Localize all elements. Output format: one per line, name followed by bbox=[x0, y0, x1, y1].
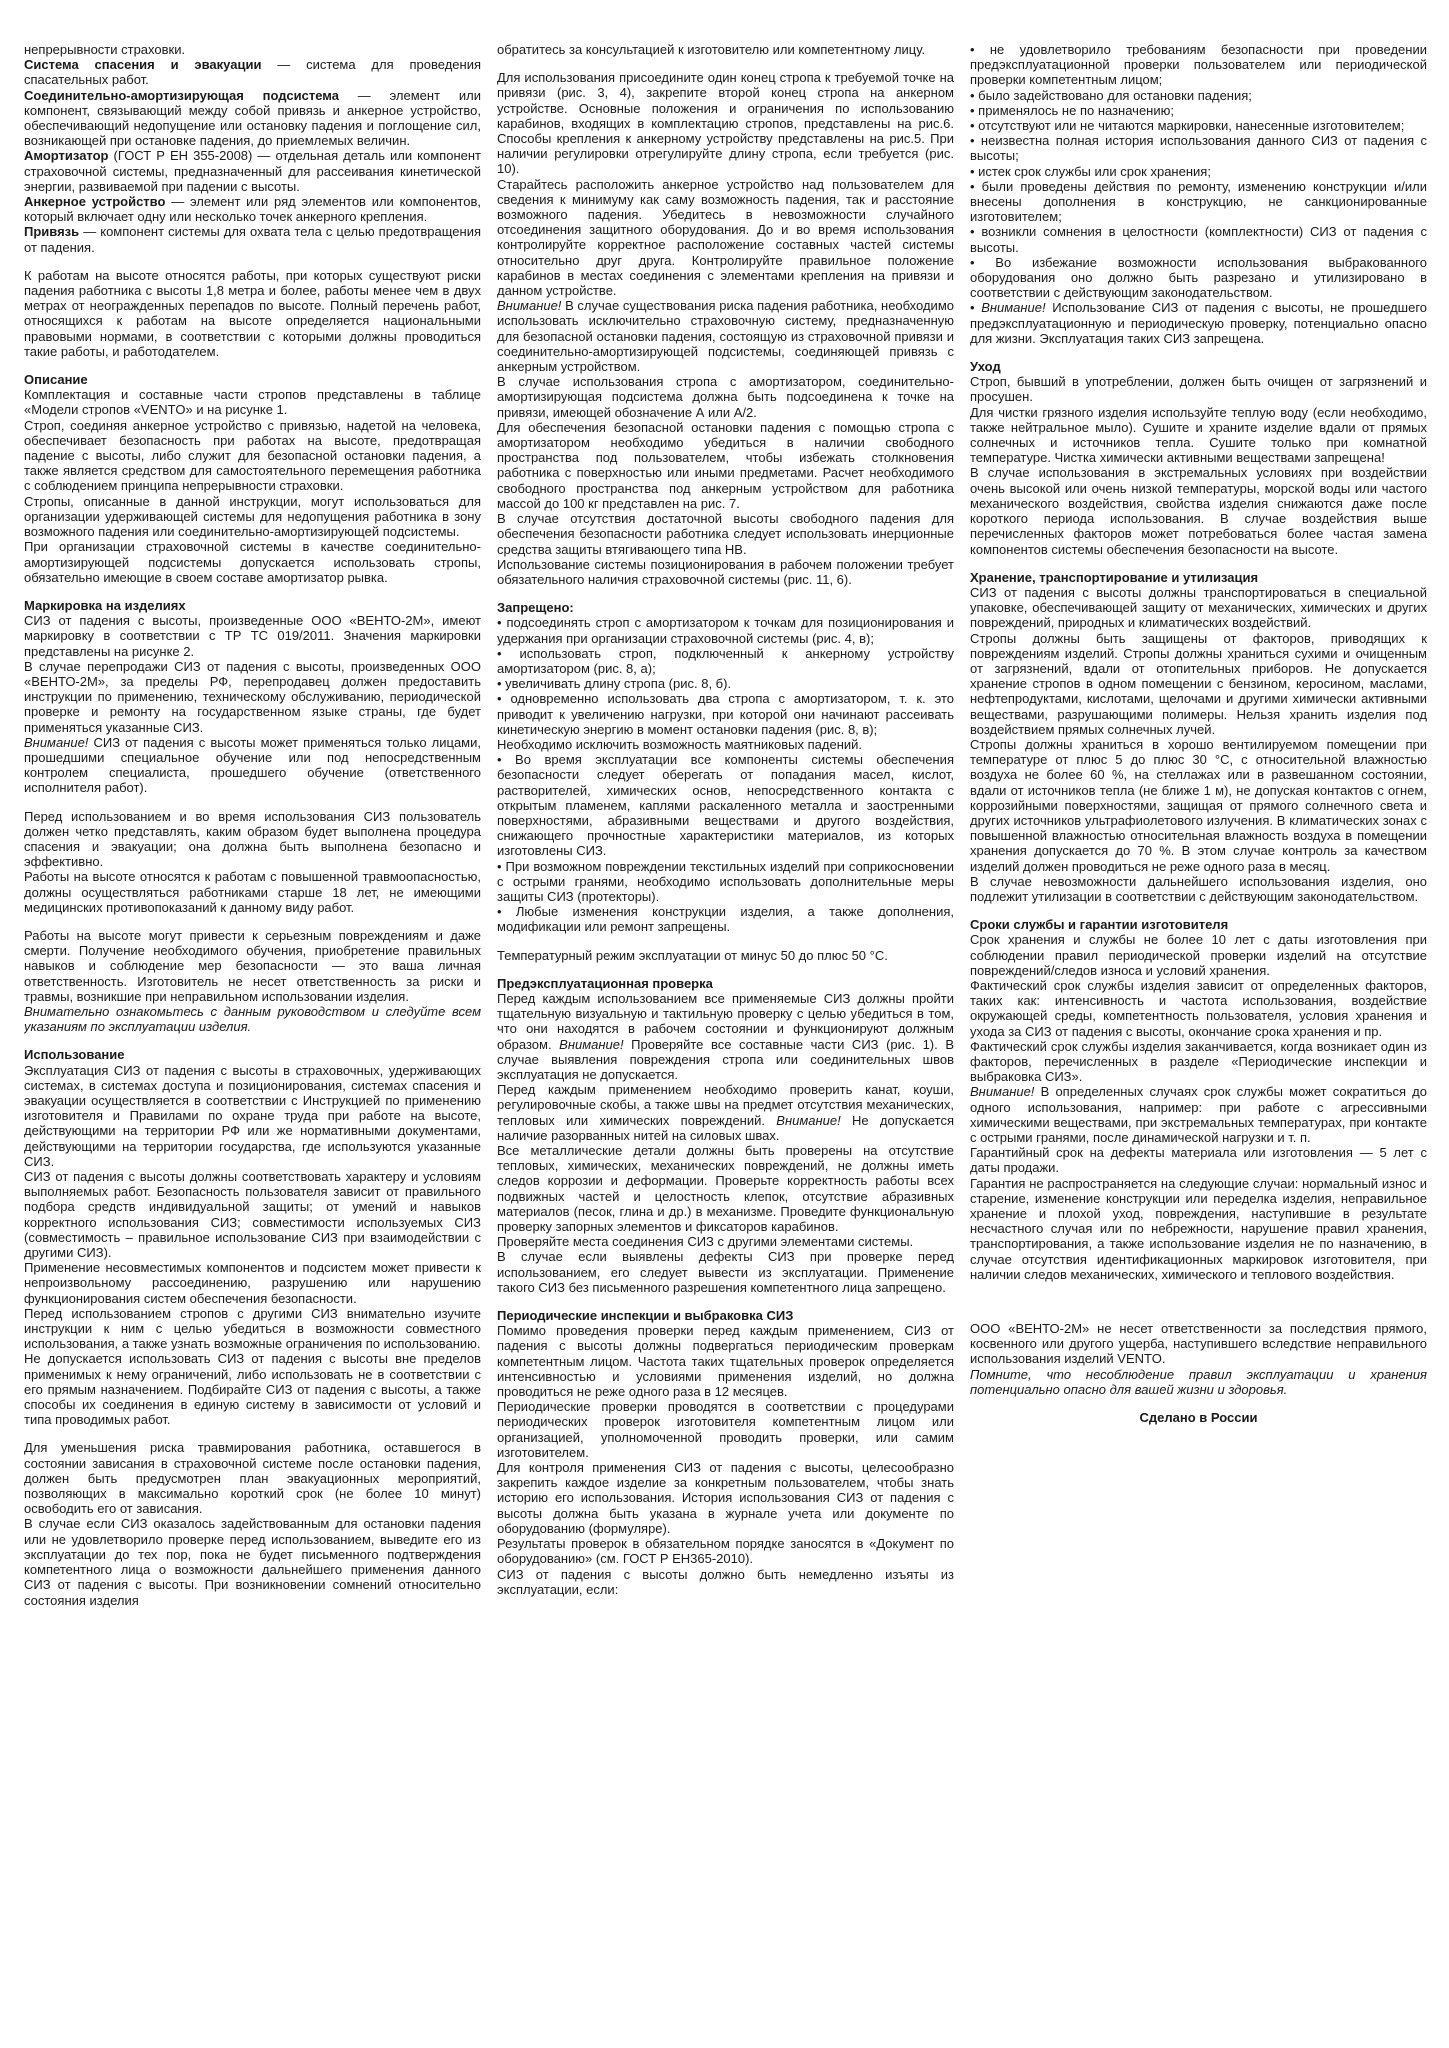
text-column-2 bbox=[497, 42, 954, 2048]
paragraph-text: Использование СИЗ от падения с высоты, не прошедшего предэксплуатационную и периодическую проверку, потенциально опасно для жизни. Эксплуатация таких СИЗ запрещена. bbox=[970, 300, 1427, 346]
body-paragraph bbox=[970, 1145, 1427, 1175]
paragraph-text: Работы на высоте относятся к работам с повышенной травмоопасностью, должны осуществляться работниками старше 18 лет, не имеющими медицинских противопоказаний к данному виду работ. bbox=[24, 869, 481, 915]
body-paragraph bbox=[970, 405, 1427, 466]
paragraph-text: К работам на высоте относятся работы, при которых существуют риски падения работника с высоты 1,8 метра и более, работы менее чем в двух метрах от неогражденных перепадов по высоте. Полный перечень работ, относящихся к работам на высоте определяется национальными правовыми нормами, в соответствии с которыми должны проводиться такие работы, и работодателем. bbox=[24, 267, 481, 359]
paragraph-text: обратитесь за консультацией к изготовителю или компетентному лицу. bbox=[497, 42, 926, 57]
warning-lead: Внимание! bbox=[981, 300, 1046, 316]
paragraph-text: Помимо проведения проверки перед каждым применением, СИЗ от падения с высоты должны подвергаться периодическим проверкам компетентным лицом. Частота таких тщательных проверок определяется интенсивностью и условиями применения изделий, но должна проводиться не реже одного раза в 12 месяцев. bbox=[497, 1323, 954, 1400]
paragraph-text: Для обеспечения безопасной остановки падения с помощью стропа с амортизатором необходимо убедиться в наличии свободного пространства под пользователем, чтобы избежать столкновения работника с поверхностью или иными предметами. Расчет необходимого свободного пространства под анкерным устройством для работника массой до 100 кг представлен на рис. 7. bbox=[497, 419, 954, 511]
paragraph-text: Строп, соединяя анкерное устройство с привязью, надетой на человека, обеспечивает безопасность при работах на высоте, предотвращая падение с высоты, либо служит для безопасной остановки падения, а также является средством для самостоятельного перемещения работника с соблюдением принципа непрерывности страховки. bbox=[24, 417, 481, 494]
body-paragraph bbox=[970, 88, 1427, 103]
body-paragraph bbox=[24, 1306, 481, 1352]
body-paragraph bbox=[24, 418, 481, 494]
paragraph-spacer bbox=[970, 557, 1427, 570]
paragraph-text: Периодические проверки проводятся в соответствии с процедурами периодических проверок изготовителя компетентным лицом или организацией, уполномоченной проводить проверки, или самим изготовителем. bbox=[497, 1399, 954, 1460]
italic-note: Внимательно ознакомьтесь с данным руководством и следуйте всем указаниям по эксплуатации изделия. bbox=[24, 1003, 481, 1035]
paragraph-text: При организации страховочной системы в качестве соединительно-амортизирующей подсистемы допускается использовать стропы, обязательно имеющие в своем составе амортизатор рывка. bbox=[24, 539, 481, 585]
body-paragraph bbox=[497, 948, 954, 963]
body-paragraph bbox=[24, 148, 481, 194]
paragraph-spacer bbox=[24, 796, 481, 809]
paragraph-text: В случае если выявлены дефекты СИЗ при проверке перед использованием, его следует вывести из эксплуатации. Применение такого СИЗ без письменного разрешения компетентного лица запрещено. bbox=[497, 1249, 954, 1295]
body-paragraph bbox=[970, 585, 1427, 631]
body-paragraph bbox=[970, 874, 1427, 904]
body-paragraph bbox=[497, 42, 954, 57]
body-paragraph bbox=[24, 809, 481, 870]
body-paragraph bbox=[497, 1536, 954, 1566]
text-column-1 bbox=[24, 42, 481, 2048]
defined-term: Привязь bbox=[24, 224, 80, 240]
body-paragraph bbox=[497, 615, 954, 645]
paragraph-text: Применение несовместимых компонентов и подсистем может привести к непроизвольному рассоединению, разрушению или нарушению функционирования систем обеспечения безопасности. bbox=[24, 1260, 481, 1306]
paragraph-text: Для контроля применения СИЗ от падения с высоты, целесообразно закрепить каждое изделие за конкретным пользователем, чтобы знать историю его использования. История использования СИЗ от падения с высоты должна быть указана в журнале учета или документе по оборудованию (формуляре). bbox=[497, 1460, 954, 1536]
paragraph-text: Необходимо исключить возможность маятниковых падений. bbox=[497, 736, 863, 752]
warning-lead: Внимание! bbox=[970, 1084, 1035, 1100]
paragraph-text: • не удовлетворило требованиям безопасности при проведении предэксплуатационной проверки пользователем или периодической проверки компетентным лицом; bbox=[970, 42, 1427, 88]
paragraph-spacer bbox=[24, 1034, 481, 1047]
body-paragraph bbox=[24, 659, 481, 735]
body-paragraph bbox=[970, 164, 1427, 179]
body-paragraph bbox=[970, 118, 1427, 133]
paragraph-text: непрерывности страховки. bbox=[24, 42, 186, 57]
paragraph-text: Перед использованием и во время использования СИЗ пользователь должен четко представлять, каким образом будет выполнена процедура спасения и эвакуации; она должна быть выполнена безопасно и эффективно. bbox=[24, 808, 481, 870]
made-in-label: Сделано в России bbox=[1139, 1410, 1258, 1426]
body-paragraph bbox=[24, 735, 481, 796]
paragraph-spacer bbox=[24, 359, 481, 372]
body-paragraph bbox=[497, 374, 954, 420]
body-paragraph bbox=[970, 737, 1427, 874]
paragraph-text: Для использования присоедините один конец стропа к требуемой точке на привязи (рис. 3, 4), закрепите второй конец стропа на анкерном устройстве. Основные положения и ограничения по использованию карабинов, входящих в комплектацию стропов, представлены на рис.6. Способы крепления к анкерному устройству представлены на рис.5. При наличии регулировки отрегулируйте длину стропа, если требуется (рис. 10). bbox=[497, 70, 954, 177]
warning-lead: Внимание! bbox=[776, 1112, 841, 1128]
body-paragraph bbox=[497, 1399, 954, 1460]
body-paragraph bbox=[497, 557, 954, 587]
body-paragraph bbox=[497, 1460, 954, 1536]
paragraph-text: Стропы должны быть защищены от факторов, приводящих к повреждениям изделий. Стропы должны храниться сухими и очищенным от загрязнений, вдали от отопительных приборов. Не допускается хранение стропов в одном помещении с бензином, керосином, маслами, нефтепродуктами, кислотами, щелочами и другими химически активными веществами, разрушающими полимеры. Нельзя хранить изделия под воздействием прямых солнечных лучей. bbox=[970, 630, 1427, 737]
body-paragraph bbox=[970, 465, 1427, 556]
section-heading: Предэксплуатационная проверка bbox=[497, 975, 713, 991]
paragraph-text: Использование системы позиционирования в рабочем положении требует обязательного наличия страховочной системы (рис. 11, 6). bbox=[497, 556, 954, 587]
body-paragraph bbox=[497, 1082, 954, 1143]
paragraph-text: • неизвестна полная история использования данного СИЗ от падения с высоты; bbox=[970, 133, 1427, 164]
paragraph-text: • Во время эксплуатации все компоненты системы обеспечения безопасности следует оберегать от попадания масел, кислот, растворителей, химических основ, непосредственного контакта с открытым пламенем, каплями раскаленного металла и заостренными поверхностями, абразивными веществами и другого воздействия, снижающего прочностные характеристики материалов, из которых изготовлены СИЗ. bbox=[497, 752, 954, 859]
paragraph-text: СИЗ от падения с высоты должно быть немедленно изъяты из эксплуатации, если: bbox=[497, 1566, 954, 1597]
paragraph-text: Перед каждым использованием все применяемые СИЗ должны пройти тщательную визуальную и тактильную проверку с целью убедиться в том, что они находятся в рабочем состоянии и функционируют должным образом. bbox=[497, 990, 954, 1052]
paragraph-spacer bbox=[970, 346, 1427, 359]
paragraph-text: В случае существования риска падения работника, необходимо использовать исключительно страховочную систему, предназначенную для безопасной остановки падения, состоящую из страховочной привязи и соединительно-амортизирующей подсистемы, соединяющей привязь с анкерным устройством. bbox=[497, 298, 954, 375]
paragraph-spacer bbox=[970, 1282, 1427, 1295]
body-paragraph bbox=[497, 1323, 954, 1399]
paragraph-text: СИЗ от падения с высоты, произведенные ООО «ВЕНТО-2М», имеют маркировку в соответствии с ТР ТС 019/2011. Значения маркировки представлены на рисунке 2. bbox=[24, 613, 481, 659]
defined-term: Соединительно-амортизирующая подсистема bbox=[24, 87, 339, 103]
paragraph-text: Не допускается наличие разорванных нитей на силовых швах. bbox=[497, 1112, 954, 1143]
section-heading: Периодические инспекции и выбраковка СИЗ bbox=[497, 1308, 794, 1324]
paragraph-text: ООО «ВЕНТО-2М» не несет ответственности за последствия прямого, косвенного или другого ущерба, наступившего вследствие неправильного использования изделий VENTO. bbox=[970, 1321, 1427, 1367]
body-paragraph bbox=[24, 1440, 481, 1516]
body-paragraph bbox=[970, 1084, 1427, 1145]
body-paragraph bbox=[970, 255, 1427, 301]
paragraph-text: • Любые изменения конструкции изделия, а также дополнения, модификации или ремонт запрещены. bbox=[497, 904, 954, 935]
body-paragraph bbox=[24, 1169, 481, 1260]
paragraph-text: Работы на высоте могут привести к серьезным повреждениям и даже смерти. Получение необходимого обучения, приобретение правильных навыков и соблюдение мер безопасности — это ваша личная ответственность. Изготовитель не несет ответственность за риски и травмы, возникшие при неправильном использовании изделия. bbox=[24, 927, 481, 1004]
body-paragraph bbox=[497, 1234, 954, 1249]
paragraph-text: Фактический срок службы изделия зависит от определенных факторов, таких как: интенсивность и частота использования, воздействие окружающей среды, компетентность пользователя, условия хранения и ухода за СИЗ от падения с высоты, окончание срока хранения и пр. bbox=[970, 977, 1427, 1039]
section-heading: Уход bbox=[970, 359, 1001, 375]
section-heading: Использование bbox=[24, 1047, 125, 1063]
body-paragraph bbox=[970, 133, 1427, 163]
paragraph-text: • bbox=[970, 300, 982, 316]
body-paragraph bbox=[24, 57, 481, 87]
paragraph-text: Все металлические детали должны быть проверены на отсутствие тепловых, химических, механических повреждений, не должны иметь следов коррозии и деформации. Проверьте корректность работы всех подвижных частей и целостность клепок, отсутствие абразивных материалов (песок, глина и др.) в механизме. Проведите функциональную проверку запорных элементов и фиксаторов карабинов. bbox=[497, 1143, 954, 1235]
body-paragraph bbox=[24, 613, 481, 659]
body-paragraph bbox=[970, 179, 1427, 225]
body-paragraph bbox=[24, 224, 481, 254]
body-paragraph bbox=[970, 1321, 1427, 1367]
paragraph-text: Строп, бывший в употреблении, должен быть очищен от загрязнений и просушен. bbox=[970, 374, 1427, 405]
section-heading: Маркировка на изделиях bbox=[24, 597, 186, 613]
body-paragraph bbox=[970, 300, 1427, 346]
body-paragraph bbox=[24, 387, 481, 417]
paragraph-text: Гарантийный срок на дефекты материала или изготовления — 5 лет с даты продажи. bbox=[970, 1145, 1427, 1176]
body-paragraph bbox=[970, 42, 1427, 88]
paragraph-text: В случае невозможности дальнейшего использования изделия, оно подлежит утилизации в соответствии с действующим законодательством. bbox=[970, 873, 1427, 904]
paragraph-text: В случае использования в экстремальных условиях при воздействии очень высокой или очень низкой температуры, морской воды или частого механического воздействия, свойства изделия снижаются даже после короткого периода использования. В случае воздействия выше перечисленных факторов может потребоваться более частая замена компонентов системы обеспечения безопасности на высоте. bbox=[970, 465, 1427, 557]
body-paragraph bbox=[497, 177, 954, 299]
defined-term: Система спасения и эвакуации bbox=[24, 57, 262, 73]
paragraph-text: • возникли сомнения в целостности (комплектности) СИЗ от падения с высоты. bbox=[970, 224, 1427, 255]
body-paragraph bbox=[497, 511, 954, 557]
body-paragraph bbox=[497, 1249, 954, 1295]
body-paragraph bbox=[970, 1176, 1427, 1282]
body-paragraph bbox=[24, 1516, 481, 1607]
paragraph-text: В случае отсутствия достаточной высоты свободного падения для обеспечения безопасности работника следует использовать инерционные средства защиты втягивающего типа НВ. bbox=[497, 511, 954, 557]
paragraph-text: — элемент или компонент, связывающий между собой привязь и анкерное устройство, обеспечивающий недопущение или остановку падения и поглощение сил, возникающей при остановке падения, до приемлемых величин. bbox=[24, 87, 481, 149]
paragraph-text: Перед использованием стропов с другими СИЗ внимательно изучите инструкции к ним с целью убедиться в возможности совместного использования, а также узнать возможные ограничения по использованию. bbox=[24, 1305, 481, 1352]
section-heading: Описание bbox=[24, 372, 88, 388]
paragraph-text: Температурный режим эксплуатации от минус 50 до плюс 50 °С. bbox=[497, 947, 888, 963]
paragraph-text: Проверяйте все составные части СИЗ (рис. 1). В случае выявления повреждения стропа или соединительных швов эксплуатация не допускается. bbox=[497, 1036, 954, 1082]
paragraph-text: Не допускается использовать СИЗ от падения с высоты вне пределов применимых к нему ограничений, либо использовать не в соответствии с его прямым назначением. Подбирайте СИЗ от падения с высоты, а также способы их соединения в единую систему в зависимости от условий и типа проводимых работ. bbox=[24, 1351, 481, 1428]
paragraph-text: Старайтесь расположить анкерное устройство над пользователем для сведения к минимуму как саму возможность падения, так и расстояние возможного падения. Убедитесь в невозможности случайного отсоединения защитного оборудования. До и во время использования контролируйте корректное расположение составных частей системы относительно друг друга. Контролируйте правильное положение карабинов в местах соединения с элементами крепления на привязи и данном устройстве. bbox=[497, 176, 954, 299]
paragraph-text: Гарантия не распространяется на следующие случаи: нормальный износ и старение, изменение конструкции или переделка изделия, неправильное хранение и плохой уход, повреждения, наступившие в результате несчастного случая или по небрежности, нарушение правил хранения, транспортирования, а также использование изделия не по назначению, в случае отсутствия идентификационных маркировок изготовителя, при наличии следов механических, химического и теплового воздействия. bbox=[970, 1175, 1427, 1282]
paragraph-text: Комплектация и составные части стропов представлены в таблице «Модели стропов «VENTO» и на рисунке 1. bbox=[24, 387, 481, 418]
paragraph-text: СИЗ от падения с высоты должны соответствовать характеру и условиям выполняемых работ. Безопасность пользователя зависит от правильного подбора средств индивидуальной защиты; от умений и навыков корректного использования СИЗ; совместимости используемых СИЗ (совместимость – правильное использование СИЗ при взаимодействии с другими СИЗ). bbox=[24, 1169, 481, 1261]
body-paragraph bbox=[497, 646, 954, 676]
paragraph-spacer bbox=[24, 585, 481, 598]
defined-term: Амортизатор bbox=[24, 148, 109, 164]
body-paragraph bbox=[970, 224, 1427, 254]
body-paragraph bbox=[497, 752, 954, 858]
paragraph-text: Перед каждым применением необходимо проверить канат, коуши, регулировочные скобы, а также швы на предмет отсутствия механических, тепловых или химических повреждений. bbox=[497, 1082, 954, 1128]
paragraph-spacer bbox=[497, 1295, 954, 1308]
paragraph-text: Для чистки грязного изделия используйте теплую воду (если необходимо, также нейтральное мыло). Сушите и храните изделие вдали от прямых солнечных и источников тепла. Сушите только при комнатной температуре. Чистка химически активными веществами запрещена! bbox=[970, 404, 1427, 466]
body-paragraph bbox=[24, 194, 481, 224]
body-paragraph bbox=[970, 932, 1427, 978]
paragraph-spacer bbox=[970, 1295, 1427, 1308]
body-paragraph bbox=[24, 42, 481, 57]
body-paragraph bbox=[24, 869, 481, 915]
body-paragraph bbox=[970, 978, 1427, 1039]
paragraph-spacer bbox=[497, 963, 954, 976]
paragraph-text: — компонент системы для охвата тела с целью предотвращения от падения. bbox=[24, 224, 481, 255]
paragraph-text: • отсутствуют или не читаются маркировки, нанесенные изготовителем; bbox=[970, 118, 1405, 134]
body-paragraph bbox=[497, 904, 954, 934]
body-paragraph bbox=[497, 1567, 954, 1597]
body-paragraph bbox=[497, 991, 954, 1082]
body-paragraph bbox=[497, 70, 954, 176]
section-heading: Сроки службы и гарантии изготовителя bbox=[970, 917, 1229, 933]
paragraph-text: — элемент или ряд элементов или компонентов, который включает одну или несколько точек анкерного крепления. bbox=[24, 194, 481, 225]
paragraph-text: В определенных случаях срок службы может сократиться до одного использования, например: при работе с агрессивными химическими веществами, при экстремальных температурах, при контакте с острыми гранями, после динамической нагрузки и т. п. bbox=[970, 1084, 1427, 1146]
text-column-3 bbox=[970, 42, 1427, 2048]
body-paragraph bbox=[497, 737, 954, 752]
warning-lead: Внимание! bbox=[24, 734, 89, 750]
paragraph-spacer bbox=[970, 1308, 1427, 1321]
paragraph-text: Для уменьшения риска травмирования работника, оставшегося в состоянии зависания в страховочной системе после остановки падения, должен быть предусмотрен план эвакуационных мероприятий, позволяющих в максимально короткий срок (не более 10 минут) освободить его от зависания. bbox=[24, 1440, 481, 1517]
paragraph-text: Срок хранения и службы не более 10 лет с даты изготовления при соблюдении правил периодической проверки изделий на отсутствие повреждений/следов износа и условий хранения. bbox=[970, 932, 1427, 978]
paragraph-text: СИЗ от падения с высоты должны транспортироваться в специальной упаковке, обеспечивающей защиту от механических, химических и других повреждений, природных и климатических воздействий. bbox=[970, 584, 1427, 631]
paragraph-spacer bbox=[24, 915, 481, 928]
paragraph-text: Стропы должны храниться в хорошо вентилируемом помещении при температуре от плюс 5 до плюс 30 °С, с относительной влажностью воздуха не более 60 %, на стеллажах или в развешанном состоянии, вдали от источников тепла (не ближе 1 м), не допуская контактов с огнем, коррозийными поверхностями, защищая от прямого солнечного света и других источников ультрафиолетового излучения. В климатических зонах с повышенной влажностью относительная влажность воздуха в помещении хранения допускается до 70 %. В этом случае контроль за качеством изделий должен проводиться не реже одного раза в месяц. bbox=[970, 736, 1427, 874]
paragraph-text: • подсоединять строп с амортизатором к точкам для позиционирования и удержания при организации страховочной системы (рис. 4, в); bbox=[497, 615, 954, 646]
body-paragraph bbox=[497, 420, 954, 511]
body-paragraph bbox=[24, 539, 481, 585]
body-paragraph bbox=[970, 1039, 1427, 1085]
body-paragraph bbox=[24, 268, 481, 359]
paragraph-text: — система для проведения спасательных работ. bbox=[24, 57, 481, 88]
body-paragraph bbox=[24, 928, 481, 1004]
section-heading: Запрещено: bbox=[497, 600, 574, 616]
paragraph-spacer bbox=[497, 587, 954, 600]
body-paragraph bbox=[497, 691, 954, 737]
defined-term: Анкерное устройство bbox=[24, 194, 166, 210]
paragraph-text: СИЗ от падения с высоты может применяться только лицами, прошедшими специальное обучение или под непосредственным контролем специалиста, прошедшего обучение (ответственного исполнителя работ). bbox=[24, 734, 481, 796]
body-paragraph bbox=[497, 298, 954, 374]
paragraph-text: • использовать строп, подключенный к анкерному устройству амортизатором (рис. 8, а); bbox=[497, 645, 954, 676]
paragraph-text: • При возможном повреждении текстильных изделий при соприкосновении с острыми гранями, необходимо использовать дополнительные меры защиты СИЗ (протекторы). bbox=[497, 858, 954, 904]
body-paragraph bbox=[24, 1063, 481, 1169]
paragraph-spacer bbox=[497, 935, 954, 948]
paragraph-text: Фактический срок службы изделия заканчивается, когда возникает один из факторов, перечисленных в разделе «Периодические инспекции и выбраковка СИЗ». bbox=[970, 1038, 1427, 1085]
section-heading: Хранение, транспортирование и утилизация bbox=[970, 569, 1259, 585]
body-paragraph bbox=[970, 374, 1427, 404]
paragraph-text: • применялось не по назначению; bbox=[970, 102, 1174, 118]
paragraph-text: • были проведены действия по ремонту, изменению конструкции и/или внесены дополнения в конструкцию, не санкционированные изготовителем; bbox=[970, 178, 1427, 225]
warning-lead: Внимание! bbox=[497, 298, 562, 314]
body-paragraph bbox=[970, 103, 1427, 118]
paragraph-text: • одновременно использовать два стропа с амортизатором, т. к. это приводит к увеличению нагрузки, при которой они начинают рассеивать кинетическую энергию в момент остановки падения (рис. 8, в); bbox=[497, 691, 954, 737]
warning-lead: Внимание! bbox=[559, 1036, 624, 1052]
body-paragraph bbox=[24, 1351, 481, 1427]
paragraph-spacer bbox=[970, 1397, 1427, 1410]
paragraph-text: Эксплуатация СИЗ от падения с высоты в страховочных, удерживающих системах, в системах доступа и позиционирования, системах спасения и эвакуации осуществляется в соответствии с Инструкцией по применению изготовителя и Правилами по охране труда при работе на высоте, действующими на территории РФ или же нормативными документами, действующими на территории государства, где используются указанные СИЗ. bbox=[24, 1062, 481, 1169]
paragraph-spacer bbox=[497, 57, 954, 70]
paragraph-text: • было задействовано для остановки падения; bbox=[970, 87, 1252, 103]
paragraph-text: • истек срок службы или срок хранения; bbox=[970, 163, 1211, 179]
paragraph-text: (ГОСТ Р ЕН 355-2008) — отдельная деталь или компонент страховочной системы, предназначенный для рассеивания кинетической энергии, развиваемой при падении с высоты. bbox=[24, 148, 481, 194]
paragraph-text: • Во избежание возможности использования выбракованного оборудования оно должно быть разрезано и утилизировано в соответствии с действующим законодательством. bbox=[970, 254, 1427, 301]
body-paragraph bbox=[24, 494, 481, 540]
body-paragraph bbox=[497, 676, 954, 691]
body-paragraph bbox=[970, 631, 1427, 737]
body-paragraph bbox=[497, 859, 954, 905]
body-paragraph bbox=[497, 1143, 954, 1234]
paragraph-spacer bbox=[970, 904, 1427, 917]
paragraph-spacer bbox=[24, 1427, 481, 1440]
italic-note: Помните, что несоблюдение правил эксплуатации и хранения потенциально опасно для вашей жизни и здоровья. bbox=[970, 1366, 1427, 1397]
paragraph-text: В случае перепродажи СИЗ от падения с высоты, произведенных ООО «ВЕНТО-2М», за пределы РФ, перепродавец должен предоставить инструкции по применению, техническому обслуживанию, периодической проверке и ремонту на государственном языке страны, где будет применяться указанные СИЗ. bbox=[24, 658, 481, 735]
body-paragraph bbox=[24, 88, 481, 149]
paragraph-spacer bbox=[24, 255, 481, 268]
paragraph-text: • увеличивать длину стропа (рис. 8, б). bbox=[497, 676, 732, 692]
paragraph-text: Проверяйте места соединения СИЗ с другими элементами системы. bbox=[497, 1234, 914, 1250]
paragraph-text: Стропы, описанные в данной инструкции, могут использоваться для организации удерживающей системы для недопущения работника в зону возможного падения или соединительно-амортизирующей подсистемы. bbox=[24, 493, 481, 540]
body-paragraph bbox=[24, 1260, 481, 1306]
paragraph-text: В случае использования стропа с амортизатором, соединительно-амортизирующая подсистема должна быть подсоединена к точке на привязи, имеющей обозначение А или А/2. bbox=[497, 374, 954, 420]
paragraph-text: Результаты проверок в обязательном порядке заносятся в «Документ по оборудованию» (см. ГОСТ Р ЕН365-2010). bbox=[497, 1536, 954, 1567]
paragraph-text: В случае если СИЗ оказалось задействованным для остановки падения или не удовлетворило проверке перед использованием, выведите его из эксплуатации до тех пор, пока не будет письменного подтверждения компетентного лица о возможности дальнейшего применения данного СИЗ от падения с высоты. При возникновении сомнений относительно состояния изделия bbox=[24, 1516, 481, 1608]
